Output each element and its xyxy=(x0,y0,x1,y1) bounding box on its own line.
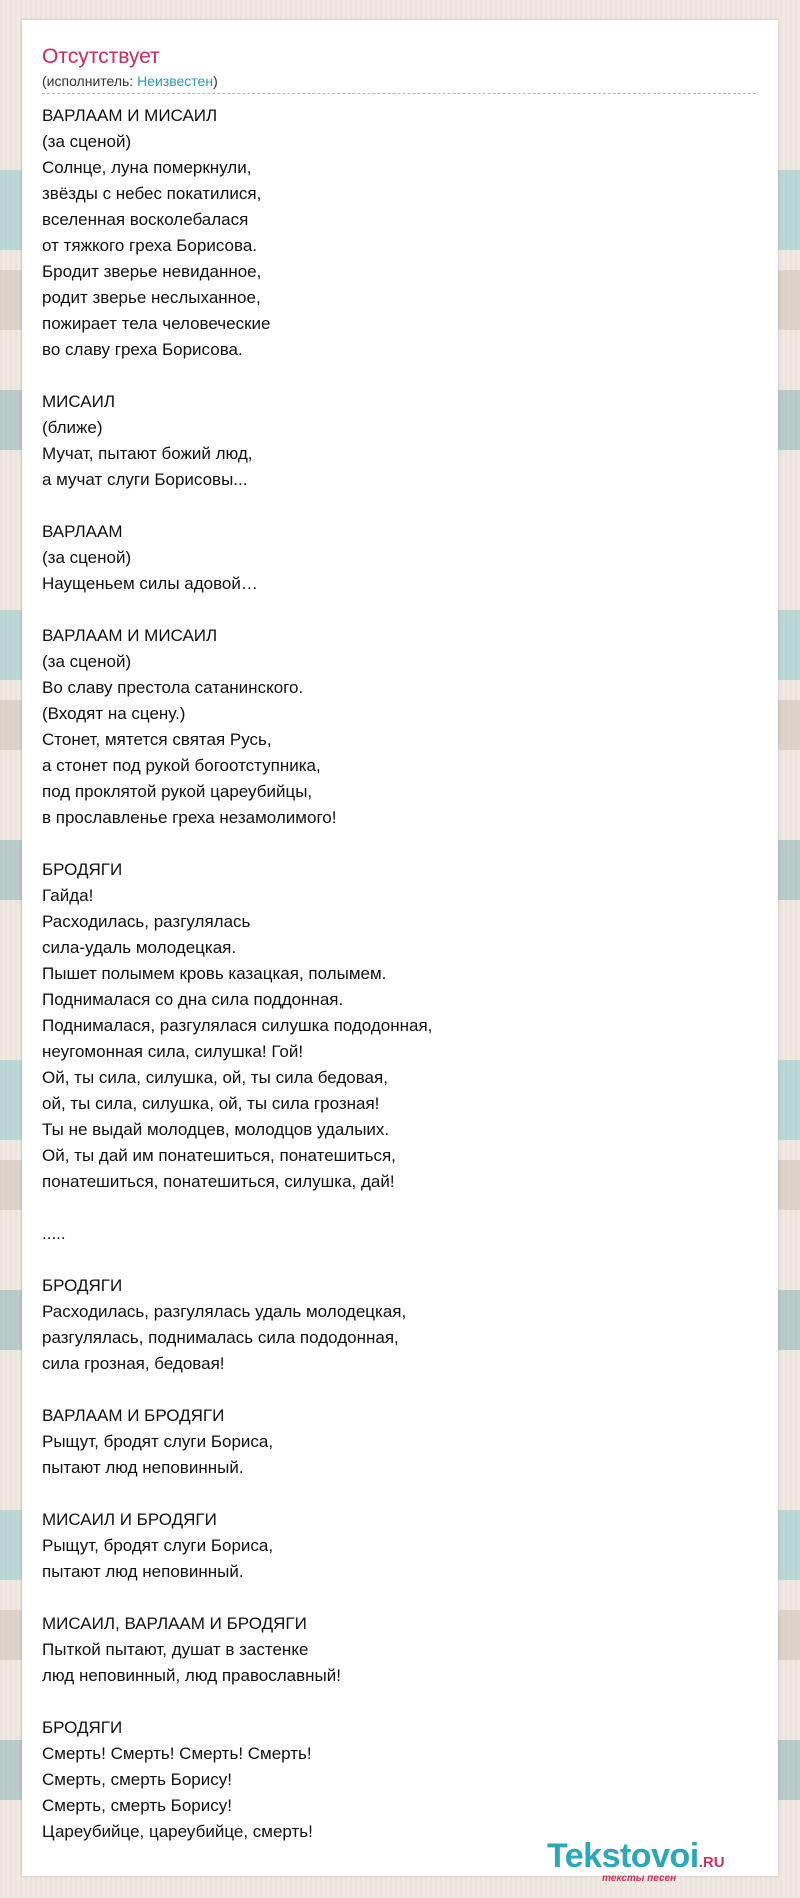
lyrics-line: Цареубийце, цареубийце, смерть! xyxy=(42,1822,313,1841)
song-header xyxy=(42,44,756,94)
lyrics-line: БРОДЯГИ xyxy=(42,1718,123,1737)
logo-main-text: Tekstovoi xyxy=(547,1837,699,1875)
header-divider xyxy=(42,93,756,94)
lyrics-line: Во славу престола сатанинского. xyxy=(42,678,304,697)
lyrics-line: Наущеньем силы адовой… xyxy=(42,574,258,593)
lyrics-line: Солнце, луна померкнули, xyxy=(42,158,252,177)
lyrics-line: Стонет, мятется святая Русь, xyxy=(42,730,272,749)
lyrics-line: пытают люд неповинный. xyxy=(42,1562,244,1581)
lyrics-line: пытают люд неповинный. xyxy=(42,1458,244,1477)
lyrics-line: во славу греха Борисова. xyxy=(42,340,243,359)
lyrics-card xyxy=(22,20,778,1876)
lyrics-line: Ты не выдай молодцев, молодцов удалыих. xyxy=(42,1120,390,1139)
lyrics-line: МИСАИЛ И БРОДЯГИ xyxy=(42,1510,217,1529)
lyrics-line: Смерть, смерть Борису! xyxy=(42,1796,232,1815)
artist-link[interactable]: Неизвестен xyxy=(137,73,214,89)
lyrics-blank-line xyxy=(42,363,756,389)
lyrics-line: (ближе) xyxy=(42,418,103,437)
lyrics-line: Пышет полымем кровь казацкая, полымем. xyxy=(42,964,387,983)
logo-tagline: тексты песен xyxy=(602,1873,677,1884)
lyrics-line: звёзды с небес покатилися, xyxy=(42,184,262,203)
lyrics-line: Поднималася со дна сила поддонная. xyxy=(42,990,344,1009)
lyrics-line: Пыткой пытают, душат в застенке xyxy=(42,1640,309,1659)
lyrics-line: БРОДЯГИ xyxy=(42,860,123,879)
lyrics-line: разгулялась, поднималась сила пододонная, xyxy=(42,1328,399,1347)
lyrics-line: (за сценой) xyxy=(42,652,132,671)
lyrics-blank-line xyxy=(42,1247,756,1273)
lyrics-blank-line xyxy=(42,1585,756,1611)
lyrics-line: а стонет под рукой богоотступника, xyxy=(42,756,321,775)
lyrics-line: родит зверье неслыханное, xyxy=(42,288,261,307)
lyrics-line: Смерть, смерть Борису! xyxy=(42,1770,232,1789)
song-title: Отсутствует xyxy=(42,45,160,68)
lyrics-line: в прославленье греха незамолимого! xyxy=(42,808,337,827)
lyrics-line: неугомонная сила, силушка! Гой! xyxy=(42,1042,304,1061)
lyrics-line: от тяжкого греха Борисова. xyxy=(42,236,257,255)
lyrics-line: Поднималася, разгулялася силушка пододонная, xyxy=(42,1016,433,1035)
lyrics-line: ВАРЛААМ И БРОДЯГИ xyxy=(42,1406,225,1425)
artist-line xyxy=(42,72,756,90)
logo-tld: .RU xyxy=(698,1854,725,1871)
lyrics-line: Бродит зверье невиданное, xyxy=(42,262,262,281)
lyrics-blank-line xyxy=(42,1195,756,1221)
lyrics-line: ВАРЛААМ xyxy=(42,522,123,541)
site-logo[interactable] xyxy=(547,1837,747,1884)
lyrics-line: МИСАИЛ xyxy=(42,392,115,411)
artist-prefix: (исполнитель: xyxy=(42,73,138,89)
lyrics-line: МИСАИЛ, ВАРЛААМ И БРОДЯГИ xyxy=(42,1614,307,1633)
lyrics-line: понатешиться, понатешиться, силушка, дай! xyxy=(42,1172,395,1191)
lyrics-line: (за сценой) xyxy=(42,548,132,567)
lyrics-line: пожирает тела человеческие xyxy=(42,314,271,333)
lyrics-blank-line xyxy=(42,1377,756,1403)
lyrics-line: Расходилась, разгулялась xyxy=(42,912,251,931)
lyrics-line: Рыщут, бродят слуги Бориса, xyxy=(42,1536,274,1555)
lyrics-blank-line xyxy=(42,1481,756,1507)
lyrics-line: (Входят на сцену.) xyxy=(42,704,186,723)
lyrics-line: а мучат слуги Борисовы... xyxy=(42,470,248,489)
lyrics-line: Смерть! Смерть! Смерть! Смерть! xyxy=(42,1744,312,1763)
lyrics-line: Ой, ты сила, силушка, ой, ты сила бедовая, xyxy=(42,1068,388,1087)
lyrics-line: сила грозная, бедовая! xyxy=(42,1354,225,1373)
lyrics-line: ВАРЛААМ И МИСАИЛ xyxy=(42,106,218,125)
lyrics-blank-line xyxy=(42,831,756,857)
lyrics-line: сила-удаль молодецкая. xyxy=(42,938,237,957)
lyrics-line: ..... xyxy=(42,1224,66,1243)
lyrics-line: ой, ты сила, силушка, ой, ты сила грозная! xyxy=(42,1094,380,1113)
lyrics-blank-line xyxy=(42,597,756,623)
lyrics-line: Мучат, пытают божий люд, xyxy=(42,444,253,463)
lyrics-blank-line xyxy=(42,1689,756,1715)
lyrics-line: вселенная восколебалася xyxy=(42,210,249,229)
lyrics-line: под проклятой рукой цареубийцы, xyxy=(42,782,313,801)
lyrics-line: Ой, ты дай им понатешиться, понатешиться, xyxy=(42,1146,396,1165)
lyrics-line: Гайда! xyxy=(42,886,94,905)
lyrics-line: (за сценой) xyxy=(42,132,132,151)
lyrics-line: Рыщут, бродят слуги Бориса, xyxy=(42,1432,274,1451)
lyrics-line: люд неповинный, люд православный! xyxy=(42,1666,341,1685)
lyrics-line: БРОДЯГИ xyxy=(42,1276,123,1295)
lyrics-line: ВАРЛААМ И МИСАИЛ xyxy=(42,626,218,645)
artist-suffix: ) xyxy=(213,73,218,89)
lyrics-text xyxy=(42,103,756,1845)
lyrics-line: Расходилась, разгулялась удаль молодецкая, xyxy=(42,1302,407,1321)
lyrics-blank-line xyxy=(42,493,756,519)
